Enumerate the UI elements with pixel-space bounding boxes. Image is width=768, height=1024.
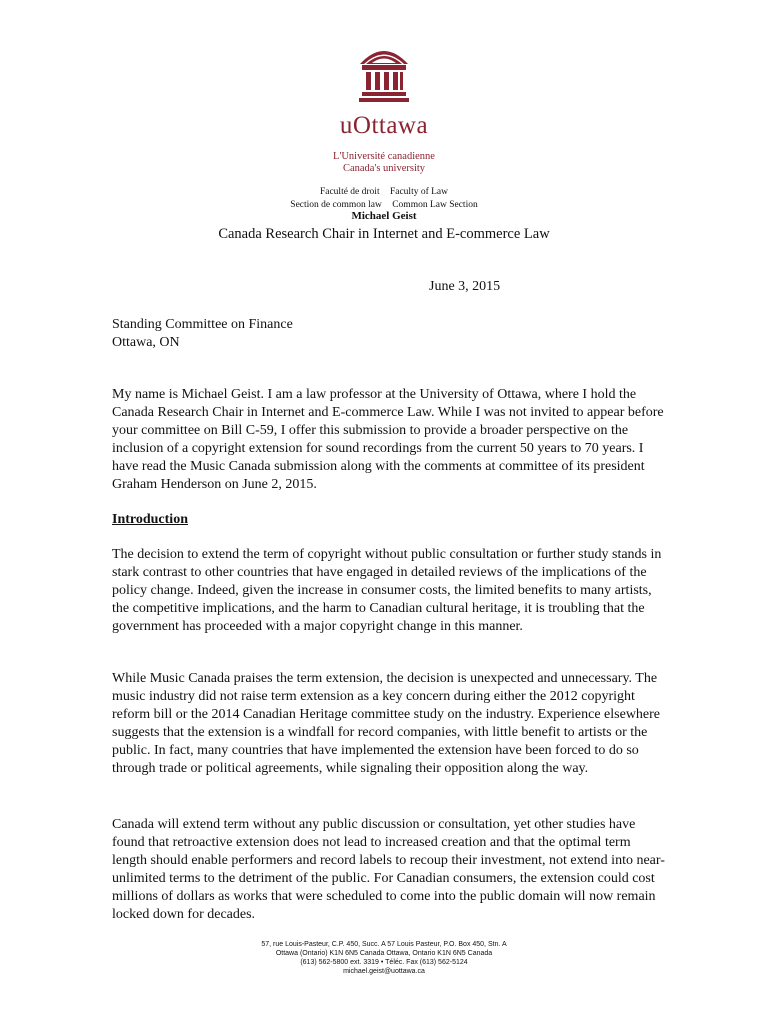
recipient-block [112, 316, 293, 351]
section-heading-introduction: Introduction [112, 512, 188, 527]
footer-email: michael.geist@uottawa.ca [343, 968, 425, 975]
tagline-english: Canada's university [342, 163, 426, 174]
tagline-french: L'Université canadienne [333, 151, 435, 162]
footer-phone-line: (613) 562-5800 ext. 3319 • Téléc. Fax (613) 562-5124 [300, 959, 468, 966]
author-title: Canada Research Chair in Internet and E-commerce Law [218, 226, 550, 242]
recipient-name: Standing Committee on Finance [112, 317, 293, 332]
body-paragraph-2: The decision to extend the term of copyright without public consultation or further study stands in stark contrast to other countries that have engaged in detailed reviews of the implications of the policy change. Indeed, given the increase in consumer costs, the limited benefits to many artists, the competitive implications, and the harm to Canadian cultural heritage, it is troubling that the government has proceeded with a major copyright change in this manner. [112, 547, 662, 634]
section-french: Section de common law [290, 200, 382, 210]
body-paragraph-4: Canada will extend term without any public discussion or consultation, yet other studies have found that retroactive extension does not lead to increased creation and that the optimal term length should enable performers and record labels to recoup their investment, not extend into near-unlimited terms to the detriment of the public. For Canadian consumers, the extension could cost millions of dollars as works that were scheduled to come into the public domain will now remain locked down for decades. [112, 817, 665, 922]
faculty-english: Faculty of Law [389, 187, 449, 197]
university-logo [0, 42, 768, 104]
author-name: Michael Geist [351, 210, 417, 222]
section-english: Common Law Section [392, 200, 478, 210]
body-paragraph-3: While Music Canada praises the term extension, the decision is unexpected and unnecessary. The music industry did not raise term extension as a key concern during either the 2012 copyright reform bill or the 2014 Canadian Heritage committee study on the industry. Experience elsewhere suggests that the extension is a windfall for record companies, with little benefit to artists or the public. In fact, many countries that have implemented the extension have been forced to do so through trade or political agreements, while signaling their opposition along the way. [112, 671, 661, 776]
recipient-location: Ottawa, ON [112, 334, 180, 350]
faculty-french: Faculté de droit [319, 187, 380, 197]
letter-date: June 3, 2015 [429, 279, 501, 294]
uottawa-building-icon [356, 42, 412, 104]
footer-city-line: Ottawa (Ontario) K1N 6N5 Canada Ottawa, Ontario K1N 6N5 Canada [275, 950, 493, 957]
footer-address-line: 57, rue Louis-Pasteur, C.P. 450, Succ. A 57 Louis Pasteur, P.O. Box 450, Stn. A [261, 941, 507, 948]
uottawa-wordmark: uOttawa [339, 112, 429, 139]
intro-paragraph: My name is Michael Geist. I am a law professor at the University of Ottawa, where I hold the Canada Research Chair in Internet and E-commerce Law. While I was not invited to appear before your committee on Bill C-59, I offer this submission to provide a broader perspective on the inclusion of a copyright extension for sound recordings from the current 50 years to 70 years. I have read the Music Canada submission along with the comments at committee of its president Graham Henderson on June 2, 2015. [112, 387, 664, 492]
faculty-line [0, 186, 768, 199]
